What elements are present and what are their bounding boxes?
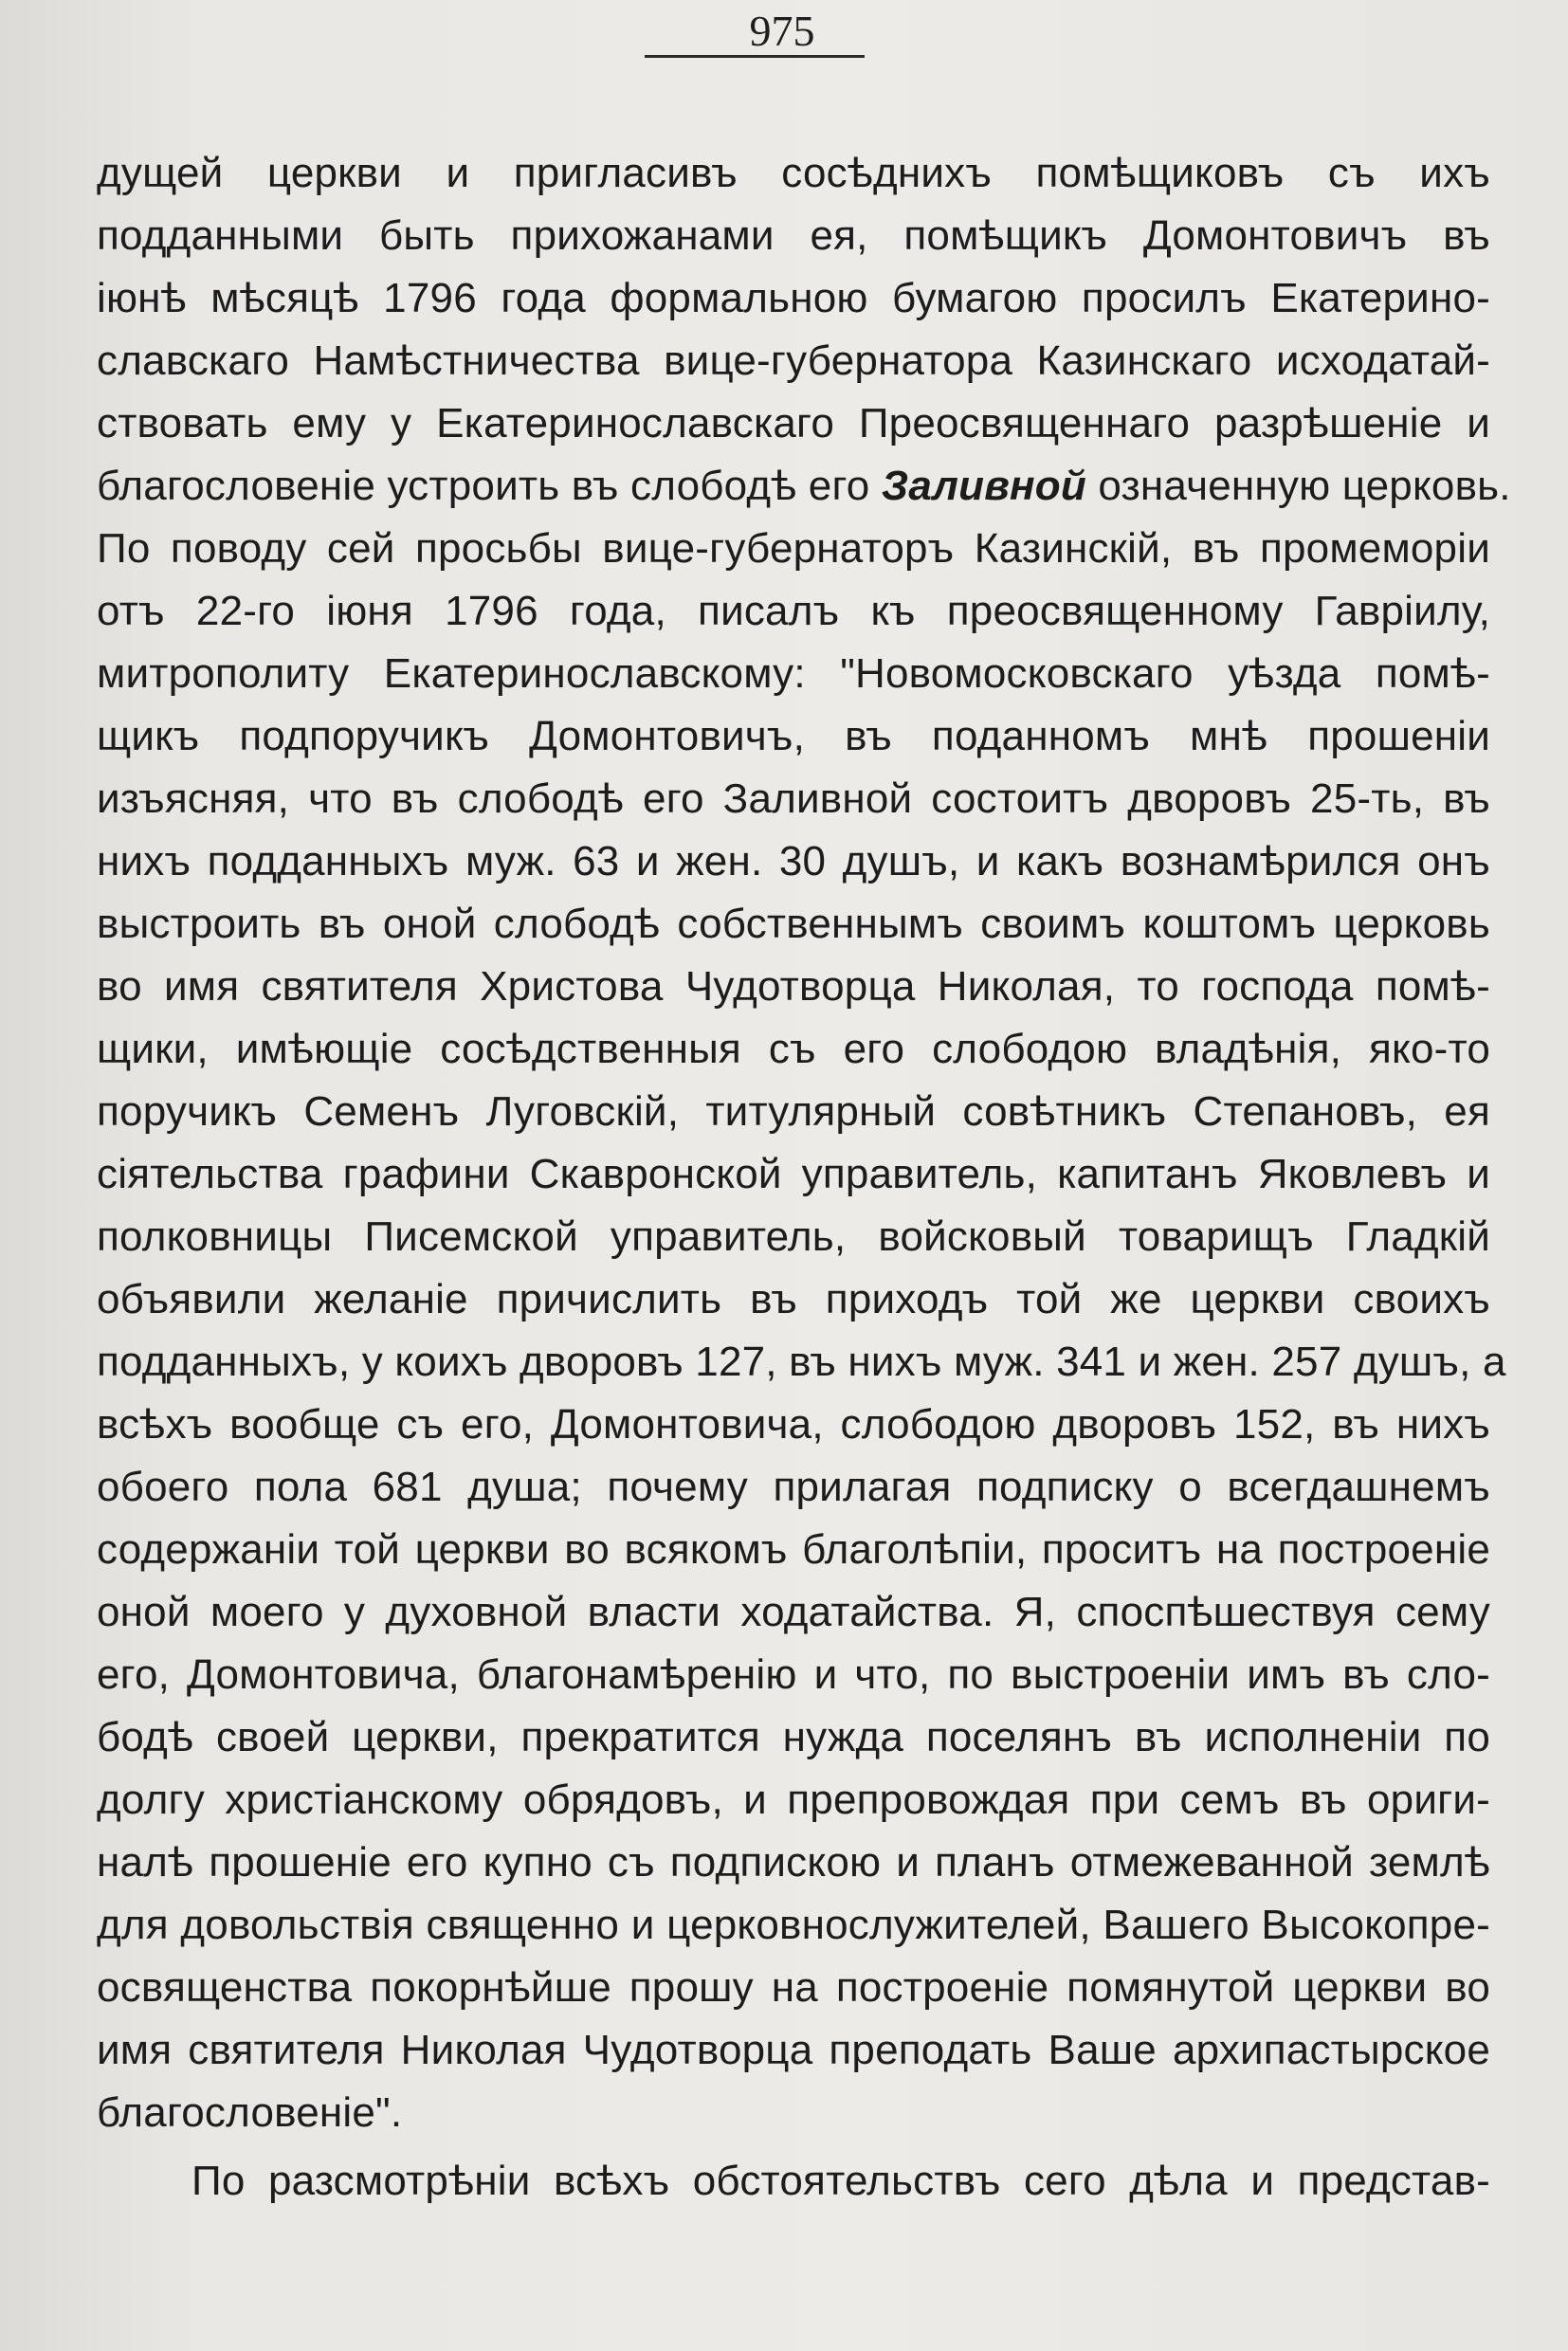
text-line-with-emphasis: [97, 455, 1511, 518]
text-line: подданными быть прихожанами ея, помѣщикъ Домонтовичъ въ: [97, 212, 1490, 259]
text-line: полковницы Писемской управитель, войсковый товарищъ Гладкій: [97, 1213, 1490, 1260]
text-line: выстроить въ оной слободѣ собственнымъ своимъ коштомъ церковь: [97, 901, 1490, 947]
paragraph-start-line: По разсмотрѣніи всѣхъ обстоятельствъ сего дѣла и представ-: [191, 2158, 1490, 2204]
text-line: нихъ подданныхъ муж. 63 и жен. 30 душъ, и какъ вознамѣрился онъ: [97, 838, 1490, 884]
text-line: славскаго Намѣстничества вице-губернатора Казинскаго исходатай-: [97, 337, 1490, 384]
text-line: для довольствія священно и церковнослужителей, Вашего Высокопре-: [97, 1902, 1490, 1948]
text-line: щики, имѣющіе сосѣдственныя съ его слободою владѣнія, яко-то: [97, 1026, 1490, 1072]
text-line: всѣхъ вообще съ его, Домонтовича, слободою дворовъ 152, въ нихъ: [97, 1401, 1490, 1448]
text-line: налѣ прошеніе его купно съ подпискою и планъ отмежеванной землѣ: [97, 1839, 1490, 1886]
body-text: [97, 142, 1511, 2213]
text-line: бодѣ своей церкви, прекратится нужда поселянъ въ исполненіи по: [97, 1714, 1490, 1760]
text-line: его, Домонтовича, благонамѣренію и что, по выстроеніи имъ въ сло-: [97, 1651, 1490, 1698]
text-line: ствовать ему у Екатеринославскаго Преосвященнаго разрѣшеніе и: [97, 400, 1490, 447]
text-line: сіятельства графини Скавронской управитель, капитанъ Яковлевъ и: [97, 1151, 1490, 1197]
text-line: отъ 22-го іюня 1796 года, писалъ къ преосвященному Гавріилу,: [97, 588, 1490, 634]
text-line: поручикъ Семенъ Луговскій, титулярный совѣтникъ Степановъ, ея: [97, 1088, 1490, 1135]
text-segment: благословеніе устроить въ слободѣ его: [97, 463, 882, 509]
text-line: подданныхъ, у коихъ дворовъ 127, въ нихъ муж. 341 и жен. 257 душъ, а: [97, 1339, 1506, 1385]
page-header: [0, 6, 1568, 57]
text-line: долгу христіанскому обрядовъ, и препровождая при семъ въ ориги-: [97, 1777, 1490, 1823]
text-line: дущей церкви и пригласивъ сосѣднихъ помѣщиковъ съ ихъ: [97, 150, 1490, 196]
text-line: содержаніи той церкви во всякомъ благолѣпіи, проситъ на построеніе: [97, 1526, 1490, 1573]
text-line: митрополиту Екатеринославскому: "Новомосковскаго уѣзда помѣ-: [97, 650, 1490, 697]
header-rule: [645, 55, 865, 58]
text-line: освященства покорнѣйше прошу на построеніе помянутой церкви во: [97, 1964, 1490, 2011]
text-line: объявили желаніе причислить въ приходъ той же церкви своихъ: [97, 1276, 1490, 1322]
text-segment: означенную церковь.: [1085, 463, 1511, 509]
text-line: обоего пола 681 душа; почему прилагая подписку о всегдашнемъ: [97, 1464, 1490, 1510]
paragraph-end-line: благословеніе".: [97, 2089, 403, 2136]
text-line: По поводу сей просьбы вице-губернаторъ Казинскій, въ промеморіи: [97, 525, 1490, 572]
text-line: оной моего у духовной власти ходатайства. Я, споспѣшествуя сему: [97, 1589, 1490, 1635]
page-number: 975: [749, 7, 815, 55]
text-line: изъясняя, что въ слободѣ его Заливной состоитъ дворовъ 25-ть, въ: [97, 775, 1490, 822]
emphasized-place-name: Заливной: [881, 463, 1086, 509]
text-line: во имя святителя Христова Чудотворца Николая, то господа помѣ-: [97, 963, 1490, 1010]
text-line: іюнѣ мѣсяцѣ 1796 года формальною бумагою просилъ Екатерино-: [97, 275, 1490, 321]
text-line: щикъ подпоручикъ Домонтовичъ, въ поданномъ мнѣ прошеніи: [97, 713, 1490, 759]
text-line: имя святителя Николая Чудотворца преподать Ваше архипастырское: [97, 2027, 1490, 2073]
